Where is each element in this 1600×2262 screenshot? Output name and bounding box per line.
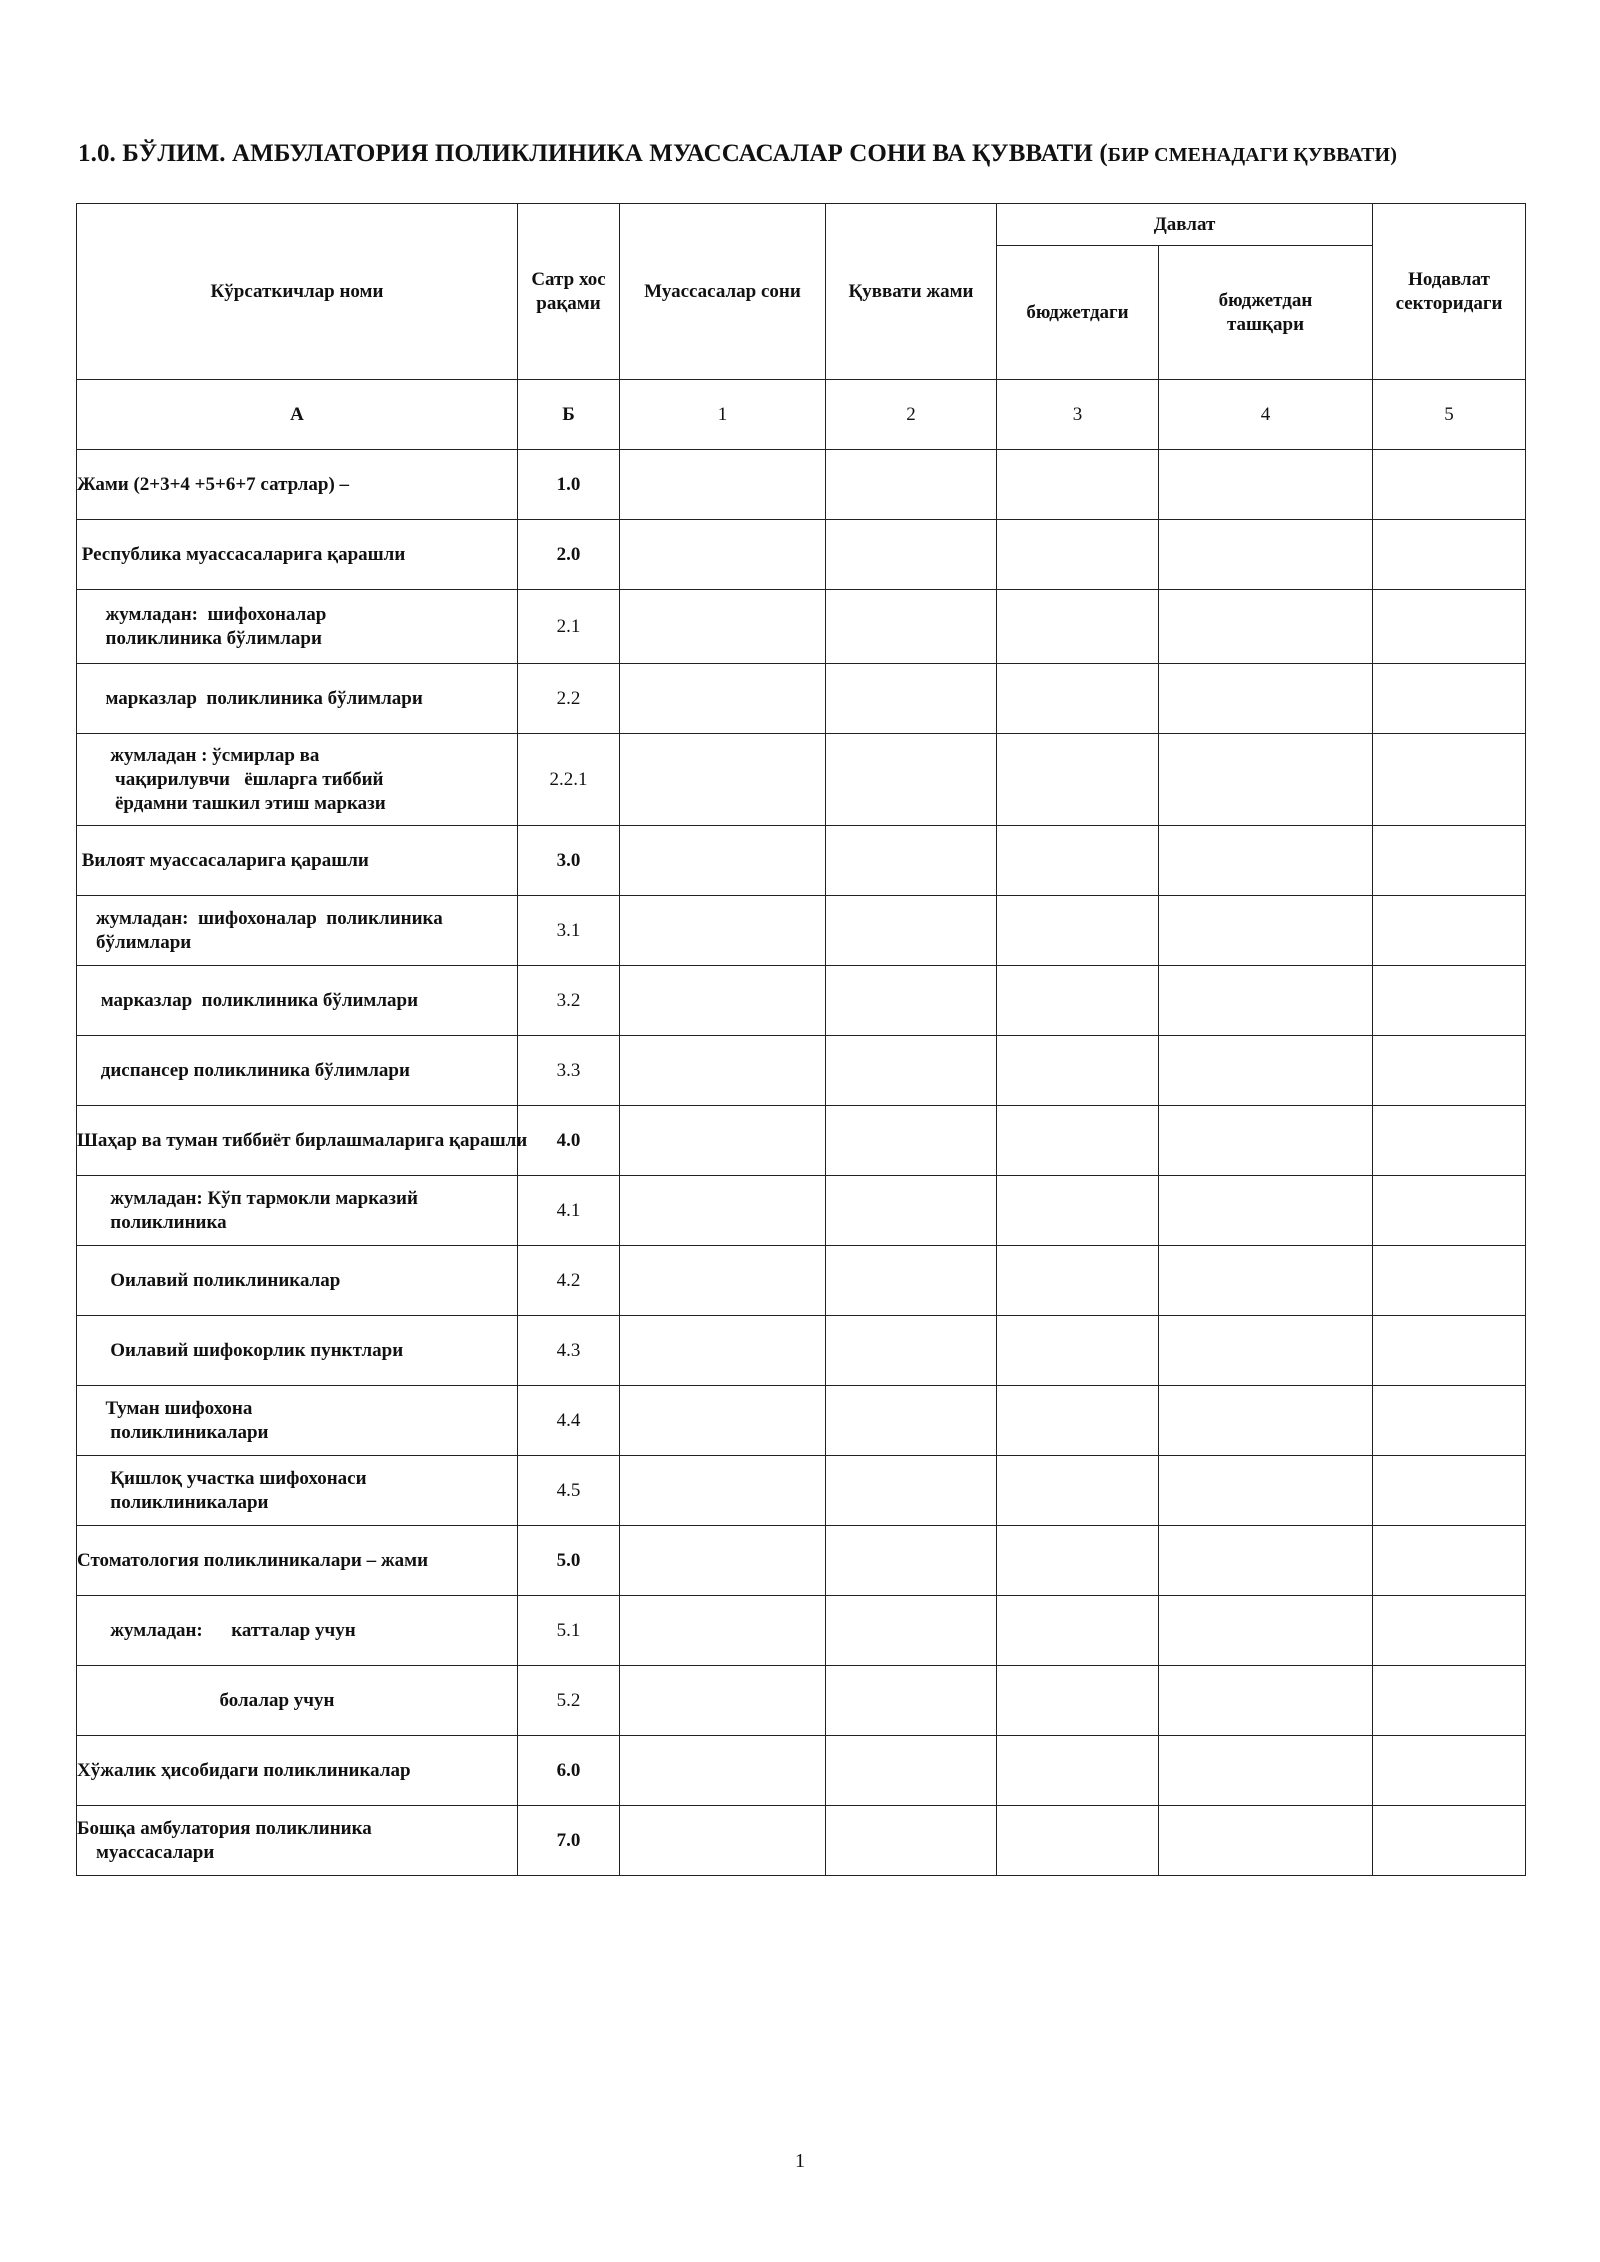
data-cell xyxy=(826,896,997,966)
row-label-line: Бошқа амбулатория поликлиника xyxy=(77,1817,372,1839)
data-cell xyxy=(997,1526,1159,1596)
data-cell xyxy=(1159,520,1373,590)
row-label xyxy=(77,896,518,966)
row-label xyxy=(77,1456,518,1526)
data-cell xyxy=(1373,1526,1526,1596)
row-label-line: жумладан: катталар учун xyxy=(77,1619,356,1641)
row-label-line: жумладан: Кўп тармокли марказий xyxy=(77,1187,418,1209)
row-label-line: поликлиника xyxy=(77,1211,227,1233)
row-label-line: марказлар поликлиника бўлимлари xyxy=(77,687,423,709)
data-cell xyxy=(620,590,826,664)
data-cell xyxy=(1159,1246,1373,1316)
data-cell xyxy=(620,826,826,896)
row-label xyxy=(77,590,518,664)
data-cell xyxy=(620,1596,826,1666)
row-label-line: диспансер поликлиника бўлимлари xyxy=(77,1059,410,1081)
row-label xyxy=(77,1736,518,1806)
row-label-line: Жами (2+3+4 +5+6+7 сатрлар) – xyxy=(77,473,350,495)
row-code: 3.0 xyxy=(518,826,620,896)
row-label-line: поликлиникалари xyxy=(77,1421,269,1443)
data-cell xyxy=(620,1316,826,1386)
data-cell xyxy=(997,520,1159,590)
table-row xyxy=(77,590,1526,664)
row-code: 3.3 xyxy=(518,1036,620,1106)
data-cell xyxy=(1159,1806,1373,1876)
row-code: 2.0 xyxy=(518,520,620,590)
data-cell xyxy=(620,1806,826,1876)
data-cell xyxy=(997,734,1159,826)
table-row xyxy=(77,1666,1526,1736)
data-cell xyxy=(1373,1386,1526,1456)
data-cell xyxy=(1373,966,1526,1036)
row-label xyxy=(77,664,518,734)
column-number: 4 xyxy=(1159,380,1373,450)
data-cell xyxy=(1373,734,1526,826)
column-number: 5 xyxy=(1373,380,1526,450)
data-cell xyxy=(620,1106,826,1176)
data-cell xyxy=(997,1806,1159,1876)
row-code: 1.0 xyxy=(518,450,620,520)
table-row xyxy=(77,826,1526,896)
data-cell xyxy=(1159,450,1373,520)
data-cell xyxy=(1159,966,1373,1036)
row-label xyxy=(77,1596,518,1666)
row-label-line: Стоматология поликлиникалари – жами xyxy=(77,1549,429,1571)
table-row xyxy=(77,664,1526,734)
data-cell xyxy=(620,734,826,826)
data-cell xyxy=(620,1246,826,1316)
row-label xyxy=(77,1246,518,1316)
data-cell xyxy=(1373,1666,1526,1736)
row-code: 7.0 xyxy=(518,1806,620,1876)
row-code: 4.2 xyxy=(518,1246,620,1316)
data-cell xyxy=(826,1386,997,1456)
data-cell xyxy=(997,664,1159,734)
table-row xyxy=(77,1386,1526,1456)
row-label-line: Туман шифохона xyxy=(77,1397,253,1419)
data-cell xyxy=(620,1386,826,1456)
data-cell xyxy=(1373,1176,1526,1246)
row-label xyxy=(77,1036,518,1106)
row-label xyxy=(77,1106,528,1176)
table-row xyxy=(77,1806,1526,1876)
data-cell xyxy=(1159,734,1373,826)
column-number-row xyxy=(77,380,1526,450)
data-cell xyxy=(1159,1386,1373,1456)
row-label-line: Оилавий поликлиникалар xyxy=(77,1269,341,1291)
row-label xyxy=(77,520,518,590)
row-label-line: жумладан: шифохоналар xyxy=(77,603,327,625)
data-cell xyxy=(1373,590,1526,664)
title-subtitle: БИР СМЕНАДАГИ ҚУВВАТИ) xyxy=(1107,144,1397,166)
page-number: 1 xyxy=(795,2150,805,2172)
data-cell xyxy=(997,966,1159,1036)
data-cell xyxy=(826,1596,997,1666)
data-cell xyxy=(620,1036,826,1106)
row-label-line: жумладан : ўсмирлар ва xyxy=(77,744,320,766)
column-number: 3 xyxy=(997,380,1159,450)
data-cell xyxy=(826,1736,997,1806)
data-cell xyxy=(997,896,1159,966)
row-code: 2.2.1 xyxy=(518,734,620,826)
table-row xyxy=(77,896,1526,966)
table-row xyxy=(77,1106,1526,1176)
data-cell xyxy=(620,966,826,1036)
column-number: 1 xyxy=(620,380,826,450)
row-label xyxy=(77,734,518,826)
row-code: 5.2 xyxy=(518,1666,620,1736)
data-cell xyxy=(997,450,1159,520)
data-cell xyxy=(1159,826,1373,896)
header-non-state: Нодавлат секторидаги xyxy=(1373,204,1526,380)
column-number: 2 xyxy=(826,380,997,450)
data-cell xyxy=(1159,1316,1373,1386)
row-code: 6.0 xyxy=(518,1736,620,1806)
header-indicator: Кўрсаткичлар номи xyxy=(77,204,518,380)
data-cell xyxy=(1373,1456,1526,1526)
data-cell xyxy=(826,734,997,826)
row-code: 4.3 xyxy=(518,1316,620,1386)
row-label-line: чақирилувчи ёшларга тиббий xyxy=(77,768,384,790)
table-row xyxy=(77,1526,1526,1596)
data-cell xyxy=(620,1176,826,1246)
data-cell xyxy=(826,1806,997,1876)
header-state: Давлат xyxy=(997,204,1373,246)
row-code: 4.0 xyxy=(518,1106,620,1176)
row-label xyxy=(77,1526,518,1596)
row-code: 5.1 xyxy=(518,1596,620,1666)
data-cell xyxy=(620,1666,826,1736)
table-row xyxy=(77,734,1526,826)
data-cell xyxy=(826,520,997,590)
data-cell xyxy=(826,1666,997,1736)
data-cell xyxy=(826,1526,997,1596)
data-cell xyxy=(620,450,826,520)
data-cell xyxy=(997,1596,1159,1666)
data-cell xyxy=(620,896,826,966)
data-cell xyxy=(997,1246,1159,1316)
row-label-line: жумладан: шифохоналар поликлиника xyxy=(77,907,443,929)
data-cell xyxy=(997,1316,1159,1386)
data-cell xyxy=(997,1456,1159,1526)
data-cell xyxy=(997,1176,1159,1246)
data-cell xyxy=(997,1036,1159,1106)
row-label xyxy=(77,826,518,896)
table-row xyxy=(77,520,1526,590)
column-number: А xyxy=(77,380,518,450)
data-cell xyxy=(997,1106,1159,1176)
row-label xyxy=(77,1666,518,1736)
row-code: 3.1 xyxy=(518,896,620,966)
row-label xyxy=(77,1386,518,1456)
data-cell xyxy=(1159,1106,1373,1176)
row-code: 2.2 xyxy=(518,664,620,734)
data-cell xyxy=(1373,450,1526,520)
row-code: 5.0 xyxy=(518,1526,620,1596)
row-code: 2.1 xyxy=(518,590,620,664)
header-row-code: Сатр хос рақами xyxy=(518,204,620,380)
row-label-line: муассасалари xyxy=(77,1841,215,1863)
row-label xyxy=(77,1176,518,1246)
data-cell xyxy=(826,1316,997,1386)
table-row xyxy=(77,1316,1526,1386)
row-label xyxy=(77,966,518,1036)
row-label-line: болалар учун xyxy=(77,1689,335,1711)
data-cell xyxy=(1159,1526,1373,1596)
data-cell xyxy=(1159,1036,1373,1106)
table-row xyxy=(77,450,1526,520)
table-row xyxy=(77,1176,1526,1246)
row-code: 4.4 xyxy=(518,1386,620,1456)
data-cell xyxy=(1373,1316,1526,1386)
table-row xyxy=(77,1036,1526,1106)
data-cell xyxy=(826,966,997,1036)
row-code: 3.2 xyxy=(518,966,620,1036)
data-cell xyxy=(826,1456,997,1526)
table-row xyxy=(77,966,1526,1036)
row-label-line: Қишлоқ участка шифохонаси xyxy=(77,1467,367,1489)
data-cell xyxy=(1373,1596,1526,1666)
data-cell xyxy=(620,520,826,590)
data-cell xyxy=(1373,1246,1526,1316)
data-cell xyxy=(620,1526,826,1596)
data-cell xyxy=(1373,1036,1526,1106)
document-title xyxy=(78,140,1538,168)
row-label-line: Республика муассасаларига қарашли xyxy=(77,543,406,565)
data-cell xyxy=(620,1736,826,1806)
title-main: 1.0. БЎЛИМ. АМБУЛАТОРИЯ ПОЛИКЛИНИКА МУАССАСАЛАР СОНИ ВА ҚУВВАТИ ( xyxy=(78,140,1108,167)
header-budget: бюджетдаги xyxy=(997,246,1159,380)
data-cell xyxy=(1159,1666,1373,1736)
row-label xyxy=(77,1806,518,1876)
column-number: Б xyxy=(518,380,620,450)
table-row xyxy=(77,1736,1526,1806)
table-body xyxy=(77,450,1526,1876)
data-cell xyxy=(997,826,1159,896)
data-cell xyxy=(826,1106,997,1176)
row-label-line: бўлимлари xyxy=(77,931,192,953)
table-row xyxy=(77,1246,1526,1316)
data-cell xyxy=(997,1736,1159,1806)
row-label xyxy=(77,450,518,520)
header-capacity-total: Қуввати жами xyxy=(826,204,997,380)
capacity-table xyxy=(76,203,1526,1876)
data-cell xyxy=(1373,1806,1526,1876)
table-row xyxy=(77,1596,1526,1666)
row-label xyxy=(77,1316,518,1386)
data-cell xyxy=(1159,896,1373,966)
row-label-line: Шаҳар ва туман тиббиёт бирлашмаларига қарашли xyxy=(77,1129,528,1151)
data-cell xyxy=(826,664,997,734)
header-count: Муассасалар сони xyxy=(620,204,826,380)
row-label-line: Хўжалик ҳисобидаги поликлиникалар xyxy=(77,1759,411,1781)
data-cell xyxy=(1373,1106,1526,1176)
row-label-line: поликлиникалари xyxy=(77,1491,269,1513)
data-cell xyxy=(826,590,997,664)
header-extra-budget: бюджетдан ташқари xyxy=(1159,246,1373,380)
data-cell xyxy=(1159,1596,1373,1666)
data-cell xyxy=(1159,1176,1373,1246)
row-label-line: поликлиника бўлимлари xyxy=(77,627,322,649)
row-code: 4.1 xyxy=(518,1176,620,1246)
data-cell xyxy=(997,590,1159,664)
data-cell xyxy=(826,450,997,520)
data-cell xyxy=(997,1386,1159,1456)
data-cell xyxy=(826,826,997,896)
data-cell xyxy=(826,1246,997,1316)
data-cell xyxy=(1373,1736,1526,1806)
data-cell xyxy=(826,1176,997,1246)
data-cell xyxy=(1373,520,1526,590)
table-row xyxy=(77,1456,1526,1526)
row-code: 4.5 xyxy=(518,1456,620,1526)
row-label-line: Вилоят муассасаларига қарашли xyxy=(77,849,369,871)
row-label-line: Оилавий шифокорлик пунктлари xyxy=(77,1339,404,1361)
data-cell xyxy=(1159,1456,1373,1526)
data-cell xyxy=(826,1036,997,1106)
data-cell xyxy=(620,664,826,734)
data-cell xyxy=(997,1666,1159,1736)
data-cell xyxy=(1159,664,1373,734)
row-label-line: марказлар поликлиника бўлимлари xyxy=(77,989,419,1011)
data-cell xyxy=(620,1456,826,1526)
data-cell xyxy=(1373,896,1526,966)
data-cell xyxy=(1159,590,1373,664)
row-label-line: ёрдамни ташкил этиш маркази xyxy=(77,792,386,814)
data-cell xyxy=(1159,1736,1373,1806)
data-cell xyxy=(1373,826,1526,896)
data-cell xyxy=(1373,664,1526,734)
